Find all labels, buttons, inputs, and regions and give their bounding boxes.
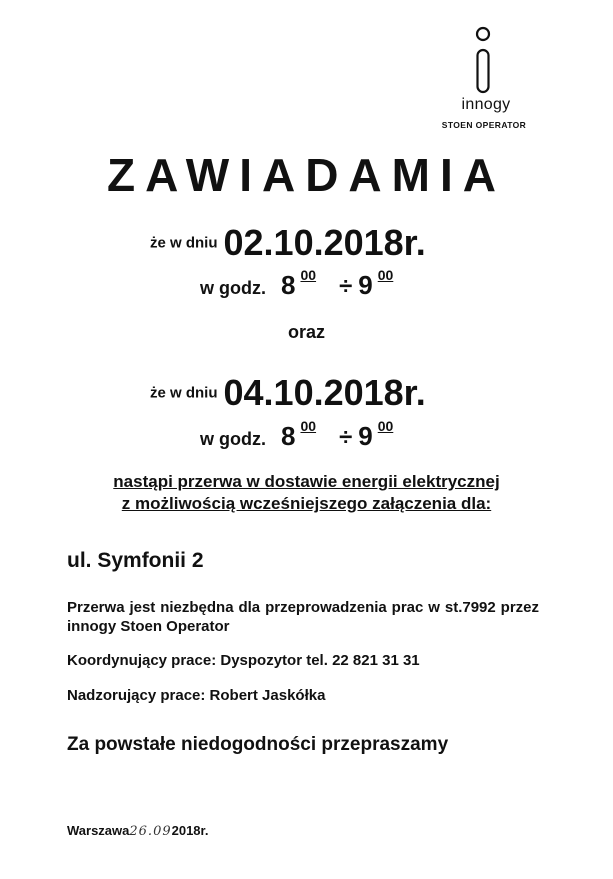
- notice-line-2: z możliwością wcześniejszego załączenia dla:: [121, 494, 492, 513]
- outage-2-date-line: [150, 372, 426, 414]
- outage-2-end-hour: 9: [358, 421, 373, 451]
- signature-year: 2018r.: [171, 823, 209, 838]
- outage-2-start-min: 00: [300, 418, 317, 434]
- outage-1-date-line: [150, 222, 426, 264]
- outage-1-end-min: 00: [377, 267, 394, 283]
- outage-1-prefix: że w dniu: [150, 234, 218, 252]
- outage-1-end-hour: 9: [358, 270, 373, 300]
- signature-city: Warszawa: [67, 823, 130, 838]
- logo-subtitle: STOEN OPERATOR: [441, 120, 527, 130]
- outage-1-start-hour: 8: [281, 270, 296, 300]
- outage-2-hours-prefix: w godz.: [200, 429, 266, 449]
- street-address: ul. Symfonii 2: [67, 549, 204, 572]
- handwritten-date: 26.09: [129, 824, 172, 839]
- logo-name: innogy: [461, 96, 511, 113]
- innogy-i-icon: [463, 26, 503, 96]
- outage-2-end-min: 00: [377, 418, 394, 434]
- notice-line-1: nastąpi przerwa w dostawie energii elektrycznej: [113, 472, 500, 491]
- page-title: ZAWIADAMIA: [107, 149, 506, 201]
- outage-2-start-hour: 8: [281, 421, 296, 451]
- outage-1-separator: ÷: [339, 273, 353, 300]
- outage-2-separator: ÷: [339, 424, 353, 451]
- outage-1-date: 02.10.2018r.: [223, 222, 426, 263]
- reason-text: Przerwa jest niezbędna dla przeprowadzenia prac w st.7992 przez innogy Stoen Operator: [67, 599, 539, 635]
- conjunction: oraz: [287, 322, 325, 342]
- outage-2-prefix: że w dniu: [150, 384, 218, 402]
- apology-text: Za powstałe niedogodności przepraszamy: [67, 734, 449, 755]
- outage-1-start-min: 00: [300, 267, 317, 283]
- outage-2-hours-line: [200, 418, 393, 452]
- outage-1-hours-line: [200, 267, 393, 301]
- outage-2-date: 04.10.2018r.: [223, 372, 426, 413]
- signature-date: [67, 823, 208, 839]
- outage-1-hours-prefix: w godz.: [200, 278, 266, 298]
- supervisor-text: Nadzorujący prace: Robert Jaskółka: [67, 687, 326, 704]
- coordinator-text: Koordynujący prace: Dyspozytor tel. 22 821 31 31: [67, 652, 420, 669]
